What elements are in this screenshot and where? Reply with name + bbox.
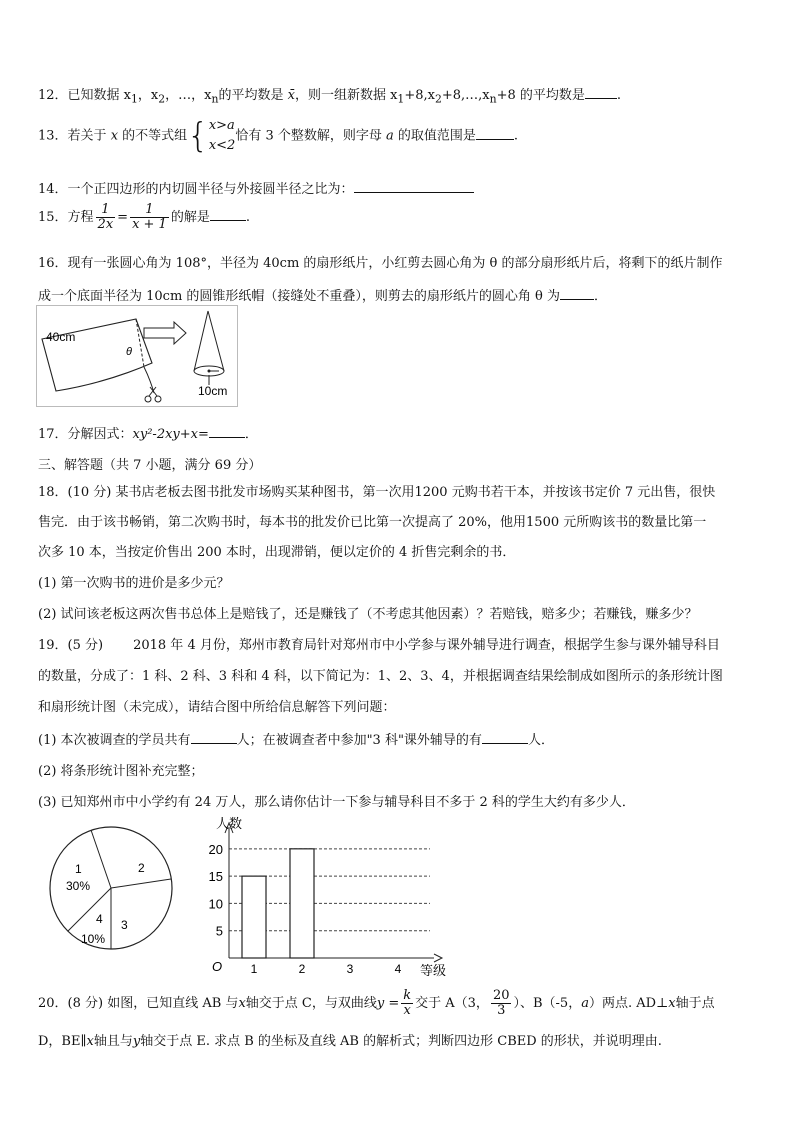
section-heading: 三、解答题（共 7 小题，满分 69 分） <box>38 458 262 473</box>
x-tick-label: 4 <box>394 962 402 976</box>
question-19-part2: (2) 将条形统计图补充完整； <box>38 764 204 779</box>
question-18-line1: 18．(10 分) 某书店老板去图书批发市场购买某种图书，第一次用1200 元购书若干本，并按该书定价 7 元出售，很快 <box>38 485 716 500</box>
x-tick-label: 2 <box>298 962 306 976</box>
x-axis-arrow-icon <box>434 954 442 962</box>
fraction: $\frac{20}{3}$ <box>492 988 510 1018</box>
answer-blank <box>191 731 237 744</box>
answer-blank <box>209 425 245 438</box>
question-20-line1: 20．(8 分) 如图，已知直线 AB 与x轴交于点 C，与双曲线y = $\frac{k}{x}$ 交于 A（3， $\frac{20}{3}$ ）、B（-5，a）两点. AD⊥x轴于点 <box>38 988 715 1018</box>
x-tick-label: 3 <box>346 962 354 976</box>
question-12: 12．已知数据 $x_1$，$x_2$，…，$x_n$的平均数是 x̄，则一组新数据 $x_1+8,x_2+8,\dots,x_n+8$ 的平均数是 . <box>38 88 622 106</box>
answer-blank <box>482 731 528 744</box>
question-14: 14．一个正四边形的内切圆半径与外接圆半径之比为： <box>38 178 474 197</box>
question-19-line3: 和扇形统计图（未完成），请结合图中所给信息解答下列问题： <box>38 700 396 715</box>
question-18-part1: (1) 第一次购书的进价是多少元？ <box>38 576 230 591</box>
y-axis-label: 人数 <box>216 816 243 831</box>
question-17: 17．分解因式：xy²-2xy+x= ． <box>38 427 258 442</box>
question-16-line1: 16．现有一张圆心角为 108°，半径为 40cm 的扇形纸片，小红剪去圆心角为 θ 的部分扇形纸片后，将剩下的纸片制作 <box>38 256 723 271</box>
question-19-part1: (1) 本次被调查的学员共有 人；在被调查者中参加"3 科"课外辅导的有 人． <box>38 733 554 748</box>
origin-label: O <box>212 959 223 974</box>
pie-chart <box>38 822 188 952</box>
fraction: $\frac{1}{x + 1}$ <box>132 202 167 232</box>
pie-percent-4: 10% <box>81 932 106 946</box>
answer-blank <box>560 287 594 300</box>
bar-1 <box>242 876 266 958</box>
bar-2 <box>290 849 314 958</box>
y-tick-label: 5 <box>215 923 223 939</box>
radius-label: 40cm <box>46 330 76 344</box>
arrow-right-icon <box>144 322 186 344</box>
pie-divider <box>68 888 111 931</box>
fraction: $\frac{k}{x}$ <box>403 988 412 1018</box>
question-15: 15．方程 $\frac{1}{2x}$ = $\frac{1}{x + 1}$ 的解是 . <box>38 202 250 232</box>
answer-blank <box>585 86 617 99</box>
pie-label-3: 3 <box>121 918 128 932</box>
pie-label-4: 4 <box>96 912 103 926</box>
pie-divider <box>111 879 171 888</box>
y-tick-label: 15 <box>208 869 223 885</box>
pie-divider <box>91 830 111 888</box>
sector-cone-figure <box>36 305 238 407</box>
question-19-part3: (3) 已知郑州市中小学约有 24 万人，那么请你估计一下参与辅导科目不多于 2 科的学生大约有多少人． <box>38 795 635 810</box>
answer-blank <box>354 180 474 193</box>
x-tick-label: 1 <box>250 962 258 976</box>
question-19-line1: 19．(5 分) 2018 年 4 月份，郑州市教育局针对郑州市中小学参与课外辅导进行调查，根据学生参与课外辅导科目 <box>38 638 720 653</box>
pie-label-2: 2 <box>138 861 145 875</box>
question-20-line2: D，BE∥x轴且与y轴交于点 E. 求点 B 的坐标及直线 AB 的解析式；判断四边形 CBED 的形状，并说明理由. <box>38 1034 662 1049</box>
answer-blank <box>210 208 246 221</box>
question-18-line2: 售完．由于该书畅销，第二次购书时，每本书的批发价已比第一次提高了 20%，他用1500 元所购该书的数量比第一 <box>38 515 707 530</box>
pie-label-1: 1 <box>75 862 82 876</box>
x-axis-label: 等级 <box>420 963 447 978</box>
y-tick-label: 10 <box>208 896 223 912</box>
y-tick-label: 20 <box>208 841 223 857</box>
question-18-part2: (2) 试问该老板这两次售书总体上是赔钱了，还是赚钱了（不考虑其他因素）？若赔钱，赔多少；若赚钱，赚多少？ <box>38 607 698 622</box>
question-16-line2: 成一个底面半径为 10cm 的圆锥形纸帽（接缝处不重叠），则剪去的扇形纸片的圆心角 θ 为 ． <box>38 289 608 304</box>
theta-label: θ <box>126 346 132 358</box>
fraction: $\frac{1}{2x}$ <box>97 202 114 232</box>
answer-blank <box>476 127 514 140</box>
base-radius-label: 10cm <box>198 384 228 398</box>
brace-symbol: { <box>187 116 209 156</box>
bar-chart <box>198 815 458 980</box>
cone-shape <box>194 311 224 385</box>
cut-line <box>144 367 154 393</box>
pie-percent-1: 30% <box>66 879 91 893</box>
question-13: 13．若关于 x 的不等式组{ x>a x<2 恰有 3 个整数解，则字母 a 的取值范围是 . <box>38 116 519 156</box>
question-19-line2: 的数量，分成了：1 科、2 科、3 科和 4 科，以下简记为：1、2、3、4，并根据调查结果绘制成如图所示的条形统计图 <box>38 669 723 684</box>
question-18-line3: 次多 10 本，当按定价售出 200 本时，出现滞销，便以定价的 4 折售完剩余的书． <box>38 545 516 560</box>
